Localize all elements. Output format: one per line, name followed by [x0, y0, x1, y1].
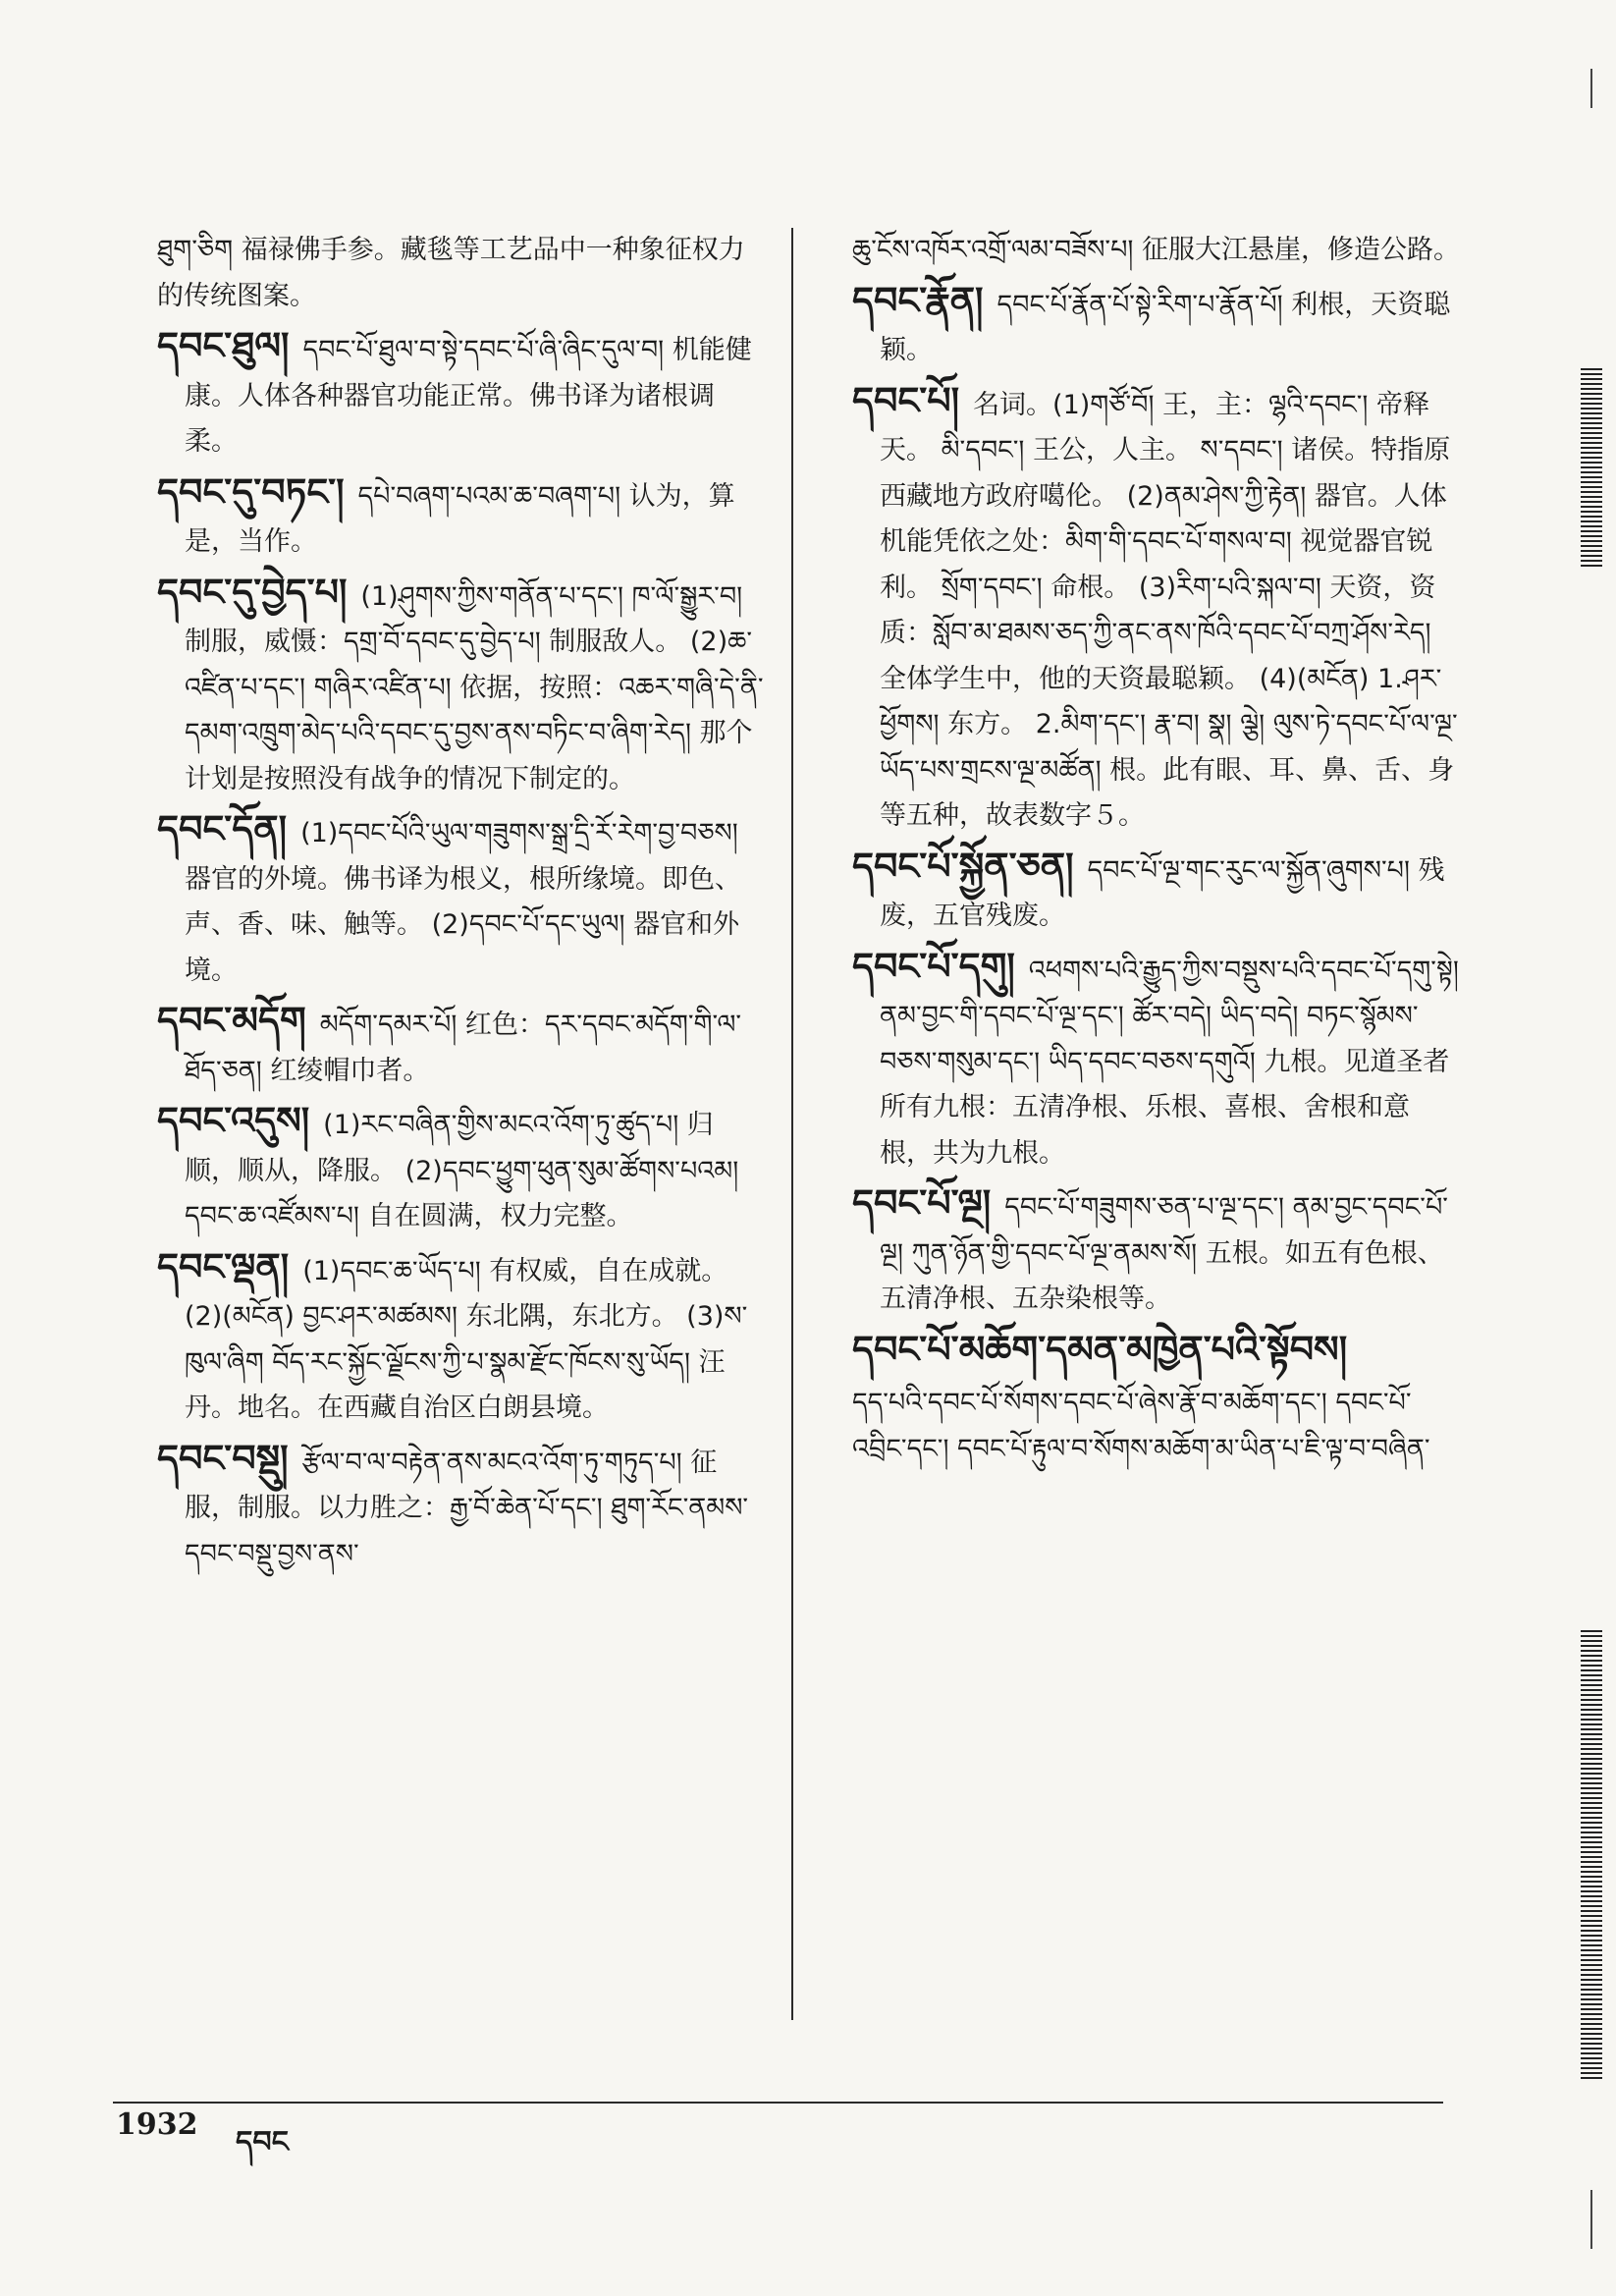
entry: [157, 1436, 766, 1578]
entry-headword: དབང་པོ་མཆོག་དམན་མཁྱེན་པའི་སྟོབས།: [852, 1327, 1348, 1371]
scan-edge-mark: [1581, 368, 1602, 570]
running-head: དབང: [236, 2125, 289, 2159]
entry: [852, 378, 1461, 840]
entry-body: ཆུ་ངོས་འཁོར་འགྲོ་ལམ་བཟོས་པ། 征服大江悬崖，修造公路。: [852, 235, 1460, 265]
entry-body: འཕགས་པའི་རྒྱུད་ཀྱིས་བསྡུས་པའི་དབང་པོ་དགུ་སྟེ། ནམ་བྱང་གི་དབང་པོ་ལྔ་དང་། ཚོར་བདེ། ཡིད་བདེ། བཏང་སྙོམས་བཅས་གསུམ་དང་། ཡིད་དབང་བཅས་དགུའོ། 九根。见道圣者所有九根：五清净根、乐根、喜根、舍根和意根，共为九根。: [880, 955, 1459, 1169]
entry-body: མདོག་དམར་པོ། 红色：དར་དབང་མདོག་གི་ལ་ཐོད་ཅན། 红绫帽巾者。: [185, 1010, 742, 1086]
left-column: [157, 228, 766, 1581]
entry: [157, 1244, 766, 1432]
entry-body: དབང་པོ་གཟུགས་ཅན་པ་ལྔ་དང་། ནམ་བྱང་དབང་པོ་ལྔ། ཀུན་ཉོན་གྱི་དབང་པོ་ལྔ་ནམས་སོ། 五根。如五有色根、五清净根、五杂染根等。: [880, 1192, 1448, 1314]
entry: [852, 844, 1461, 940]
footer-rule: [113, 2102, 1443, 2104]
entry-headword: དབང་པོ་སྐྱོན་ཅན།: [852, 844, 1074, 888]
right-column: [852, 228, 1461, 1476]
entry: [157, 323, 766, 465]
entry: [852, 944, 1461, 1177]
entry: [157, 570, 766, 803]
scan-edge-mark: [1590, 69, 1592, 108]
entry-body: དབང་པོ་ཐུལ་བ་སྟེ་དབང་པོ་ཞི་ཞིང་དུལ་བ། 机能健康。人体各种器官功能正常。佛书译为诸根调柔。: [185, 335, 752, 457]
entry-headword: དབང་པོ།: [852, 378, 960, 422]
entry-headword: དབང་དུ་བཏང་།: [157, 469, 345, 514]
entry: [852, 1180, 1461, 1323]
entry-headword: དབང་པོ་ལྔ།: [852, 1181, 992, 1225]
column-divider: [791, 228, 793, 2020]
entry-body: དད་པའི་དབང་པོ་སོགས་དབང་པོ་ཞེས་རྣོ་བ་མཆོག་དང་། དབང་པོ་འབྲིང་དང་། དབང་པོ་རྟུལ་བ་སོགས་མཆོག་མ་ཡིན་པ་ཇི་ལྟ་བ་བཞིན་: [852, 1388, 1430, 1464]
entry-headword: དབང་ཐུལ།: [157, 324, 290, 367]
entry-body: དབང་པོ་ལྔ་གང་རུང་ལ་སྐྱོན་ཞུགས་པ། 残废，五官残废。: [880, 854, 1445, 931]
entry-headword: དབང་བསྡུ།: [157, 1436, 289, 1480]
scan-edge-mark: [1590, 2190, 1592, 2249]
entry: [852, 1327, 1461, 1378]
entry-continuation: [852, 1381, 1461, 1472]
entry-body: དབང་པོ་རྣོན་པོ་སྟེ་རིག་པ་རྣོན་པོ། 利根，天资聪颖。: [880, 289, 1451, 365]
entry: [157, 998, 766, 1094]
page-number: 1932: [116, 2107, 198, 2142]
entry-body: དཔེ་བཞག་པའམ་ཆ་བཞག་པ། 认为，算是，当作。: [185, 480, 735, 557]
entry-body: (1)དབང་པོའི་ཡུལ་གཟུགས་སྒྲ་དྲི་རོ་རེག་བྱ་བཅས། 器官的外境。佛书译为根义，根所缘境。即色、声、香、味、触等。 (2)དབང་པོ་དང་ཡུལ། 器官和外境。: [185, 818, 741, 986]
entry-headword: དབང་འདུས།: [157, 1099, 310, 1142]
entry-continuation: [852, 228, 1461, 274]
entry-headword: དབང་པོ་དགུ།: [852, 944, 1015, 988]
entry-headword: དབང་ལྡན།: [157, 1244, 290, 1288]
entry-headword: དབང་དོན།: [157, 807, 288, 850]
entry-continuation: [157, 228, 766, 319]
entry-body: (1)ཤུགས་ཀྱིས་གནོན་པ་དང་། ཁ་ལོ་སྒྱུར་བ། 制服，威慑：དགྲ་བོ་དབང་དུ་བྱེད་པ། 制服敌人。 (2)ཆ་འཛིན་པ་དང་། གཞིར་འཛིན་པ། 依据，按照：འཆར་གཞི་དེ་ནི་དམག་འཁྲུག་མེད་པའི་དབང་དུ་བྱས་ནས་བཏིང་བ་ཞིག་རེད། 那个计划是按照没有战争的情况下制定的。: [185, 580, 764, 794]
entry-headword: དབང་དུ་བྱེད་པ།: [157, 570, 348, 614]
entry-body: ཐུག་ཅིག 福禄佛手参。藏毯等工艺品中一种象征权力的传统图案。: [157, 235, 745, 311]
entry: [157, 806, 766, 994]
entry-body: (1)དབང་ཆ་ཡོད་པ། 有权威，自在成就。 (2)(མངོན) བྱང་ཤར་མཚམས། 东北隅，东北方。 (3)ས་ཁུལ་ཞིག བོད་རང་སྐྱོང་ལྗོངས་ཀྱི་པ་སྣམ་རྫོང་ཁོངས་སུ་ཡོད། 汪丹。地名。在西藏自治区白朗县境。: [185, 1255, 748, 1423]
entry: [852, 278, 1461, 374]
entry: [157, 469, 766, 566]
entry: [157, 1098, 766, 1240]
entry-body: རྩོལ་བ་ལ་བརྟེན་ནས་མངའ་འོག་ཏུ་གཏུད་པ། 征服，制服。以力胜之：རྒྱ་བོ་ཆེན་པོ་དང་། ཐུག་རོང་ནམས་དབང་བསྡུ་བྱས་ནས་: [185, 1447, 749, 1569]
scan-edge-mark: [1581, 1630, 1602, 2082]
entry-body: 名词。(1)གཙོ་བོ། 王，主：ལྷའི་དབང་། 帝释天。 མི་དབང་། 王公，人主。 ས་དབང་། 诸侯。特指原西藏地方政府噶伦。 (2)ནམ་ཤེས་ཀྱི་རྟེན། 器官。人体机能凭依之处：མིག་གི་དབང་པོ་གསལ་བ། 视觉器官锐利。 སྲོག་དབང་། 命根。 (3)རིག་པའི་སྐལ་བ། 天资，资质：སློབ་མ་ཐམས་ཅད་ཀྱི་ནང་ནས་ཁོའི་དབང་པོ་བཀྲ་ཤོས་རེད། 全体学生中，他的天资最聪颖。 (4)(མངོན) 1.ཤར་ཕྱོགས། 东方。 2.མིག་དང་། རྣ་བ། སྣ། ལྕེ། ལུས་ཏེ་དབང་པོ་ལ་ལྔ་ཡོད་པས་གྲངས་ལྔ་མཚོན། 根。此有眼、耳、鼻、舌、身等五种，故表数字５。: [880, 389, 1458, 831]
entry-body: (1)རང་བཞིན་གྱིས་མངའ་འོག་ཏུ་ཚུད་པ། 归顺，顺从，降服。 (2)དབང་ཕྱུག་ཕུན་སུམ་ཚོགས་པའམ། དབང་ཆ་འཛོམས་པ། 自在圆满，权力完整。: [185, 1110, 739, 1231]
entry-headword: དབང་མདོག: [157, 999, 306, 1042]
entry-headword: དབང་རྣོན།: [852, 278, 984, 322]
